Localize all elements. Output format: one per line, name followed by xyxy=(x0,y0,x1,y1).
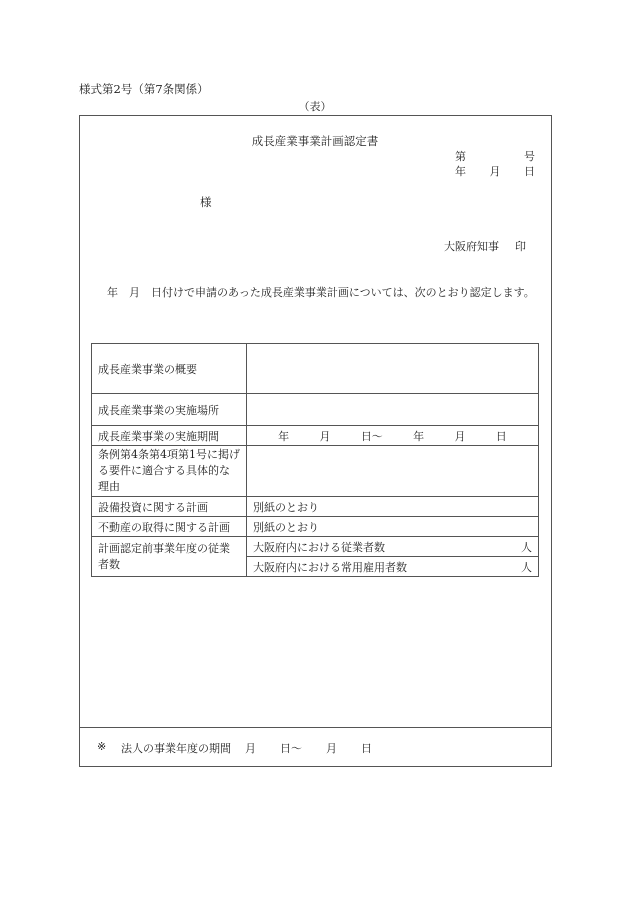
row-value-location xyxy=(247,394,539,426)
row-value-employees xyxy=(247,537,539,557)
row-label-location: 成長産業事業の実施場所 xyxy=(92,394,247,426)
period-start-year: 年 xyxy=(278,429,290,443)
period-start-month: 月 xyxy=(319,429,331,443)
note-mark: ※ xyxy=(97,740,107,753)
number-prefix: 第 xyxy=(455,150,466,163)
table-row xyxy=(92,537,539,557)
form-number: 様式第2号（第7条関係） xyxy=(79,82,209,96)
issuer-line xyxy=(444,238,526,254)
certificate-table xyxy=(91,343,539,577)
row-value-investment: 別紙のとおり xyxy=(247,497,539,517)
note-text: 法人の事業年度の期間 xyxy=(121,742,231,755)
table-row xyxy=(92,497,539,517)
document-title: 成長産業事業計画認定書 xyxy=(251,134,379,148)
seal-mark: 印 xyxy=(515,240,526,253)
row-value-reason xyxy=(247,446,539,497)
employees-unit: 人 xyxy=(521,540,532,554)
period-end-month: 月 xyxy=(454,429,466,443)
footer-divider xyxy=(79,727,552,728)
addressee: 様 xyxy=(200,195,212,209)
note-start-month: 月 xyxy=(245,742,256,755)
note-end-month: 月 xyxy=(326,742,337,755)
period-end-day: 日 xyxy=(495,429,507,443)
date-month: 月 xyxy=(489,165,501,178)
row-label-investment: 設備投資に関する計画 xyxy=(92,497,247,517)
table-row xyxy=(92,426,539,446)
row-value-overview xyxy=(247,344,539,394)
number-suffix: 号 xyxy=(524,150,535,163)
note-start-day: 日～ xyxy=(280,742,302,755)
row-value-realestate: 別紙のとおり xyxy=(247,517,539,537)
row-label-period: 成長産業事業の実施期間 xyxy=(92,426,247,446)
date-day: 日 xyxy=(524,165,535,178)
row-value-period xyxy=(247,426,539,446)
date-year: 年 xyxy=(455,165,466,178)
certificate-body-text: 年 月 日付けで申請のあった成長産業事業計画については、次のとおり認定します。 xyxy=(107,286,535,299)
row-label-reason: 条例第4条第4項第1号に掲げる要件に適合する具体的な理由 xyxy=(92,446,247,497)
row-label-realestate: 不動産の取得に関する計画 xyxy=(92,517,247,537)
certificate-number-line xyxy=(455,148,535,164)
row-label-employees: 計画認定前事業年度の従業者数 xyxy=(92,537,247,577)
table-row xyxy=(92,517,539,537)
note-end-day: 日 xyxy=(361,742,372,755)
regular-employees-unit: 人 xyxy=(521,560,532,574)
employees-sub-label: 大阪府内における従業者数 xyxy=(253,540,385,554)
fiscal-year-note xyxy=(97,740,372,756)
row-value-regular-employees xyxy=(247,557,539,577)
issuer-name: 大阪府知事 xyxy=(444,240,499,253)
row-label-overview: 成長産業事業の概要 xyxy=(92,344,247,394)
regular-employees-sub-label: 大阪府内における常用雇用者数 xyxy=(253,560,407,574)
period-end-year: 年 xyxy=(413,429,425,443)
table-row xyxy=(92,394,539,426)
issue-date-line xyxy=(455,163,535,179)
side-label: （表） xyxy=(298,100,332,113)
table-row xyxy=(92,344,539,394)
table-row xyxy=(92,446,539,497)
period-start-day: 日～ xyxy=(360,429,383,443)
